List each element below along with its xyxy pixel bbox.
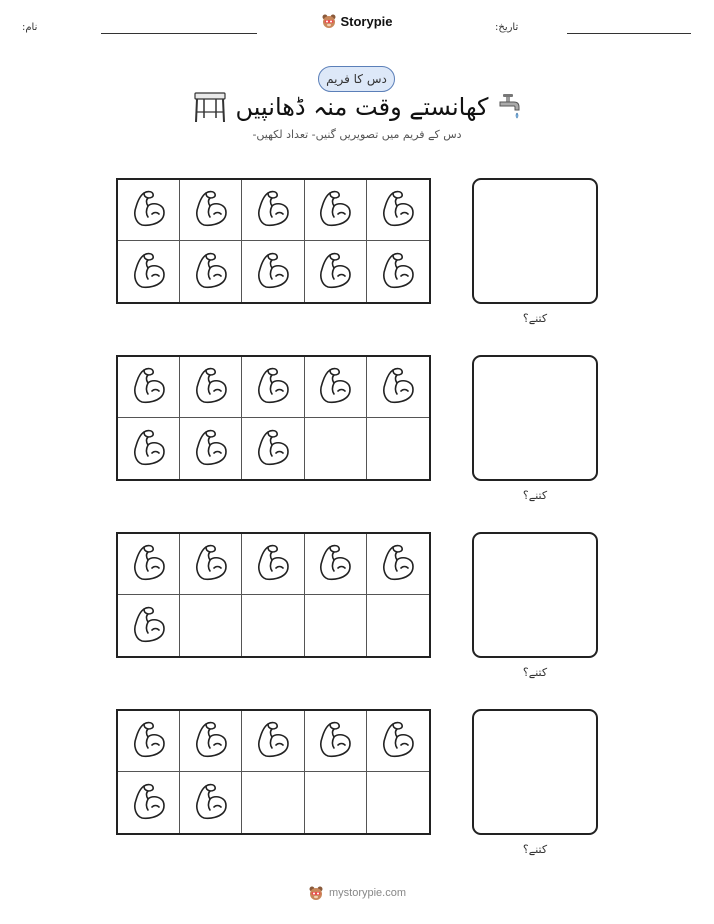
date-field[interactable] — [567, 33, 691, 34]
brand-name: Storypie — [340, 13, 393, 29]
frame-cell — [305, 595, 367, 656]
flexed-biceps-icon — [191, 719, 231, 763]
ten-frame — [116, 355, 431, 481]
frame-cell — [180, 418, 242, 479]
ten-frame — [116, 709, 431, 835]
frame-cell — [180, 241, 242, 302]
frame-cell — [180, 357, 242, 418]
frame-cell — [118, 711, 180, 772]
flexed-biceps-icon — [253, 188, 293, 232]
frame-cell — [118, 534, 180, 595]
frame-cell — [118, 595, 180, 656]
storypie-mascot-icon — [308, 885, 324, 901]
frame-cell — [367, 241, 429, 302]
frame-cell — [242, 357, 304, 418]
frame-cell — [367, 772, 429, 833]
frame-cell — [118, 357, 180, 418]
answer-box[interactable] — [472, 178, 598, 304]
name-field[interactable] — [101, 33, 257, 34]
how-many-label: کتنے؟ — [522, 666, 548, 679]
flexed-biceps-icon — [253, 542, 293, 586]
exercise-row-1 — [0, 178, 714, 348]
frame-cell — [367, 418, 429, 479]
flexed-biceps-icon — [129, 365, 169, 409]
exercise-row-4 — [0, 709, 714, 879]
flexed-biceps-icon — [315, 188, 355, 232]
name-label: نام: — [22, 22, 38, 33]
frame-cell — [305, 772, 367, 833]
flexed-biceps-icon — [191, 781, 231, 825]
frame-cell — [242, 534, 304, 595]
frame-cell — [180, 180, 242, 241]
frame-cell — [305, 711, 367, 772]
frame-cell — [305, 534, 367, 595]
flexed-biceps-icon — [129, 250, 169, 294]
flexed-biceps-icon — [378, 365, 418, 409]
date-label: تاریخ: — [495, 22, 519, 33]
frame-cell — [242, 241, 304, 302]
ten-frame — [116, 178, 431, 304]
flexed-biceps-icon — [378, 250, 418, 294]
frame-cell — [242, 595, 304, 656]
faucet-icon — [496, 92, 522, 122]
frame-cell — [118, 180, 180, 241]
brand-logo — [0, 13, 714, 29]
frame-cell — [118, 772, 180, 833]
flexed-biceps-icon — [253, 250, 293, 294]
page-title: کھانستے وقت منہ ڈھانپیں — [235, 93, 489, 121]
flexed-biceps-icon — [315, 719, 355, 763]
flexed-biceps-icon — [129, 781, 169, 825]
frame-cell — [242, 418, 304, 479]
flexed-biceps-icon — [315, 542, 355, 586]
footer-url: mystorypie.com — [328, 887, 407, 899]
storypie-mascot-icon — [321, 13, 337, 29]
frame-cell — [305, 357, 367, 418]
frame-cell — [118, 418, 180, 479]
flexed-biceps-icon — [129, 188, 169, 232]
exercise-row-2 — [0, 355, 714, 525]
answer-box[interactable] — [472, 355, 598, 481]
frame-cell — [305, 180, 367, 241]
flexed-biceps-icon — [129, 427, 169, 471]
how-many-label: کتنے؟ — [522, 843, 548, 856]
flexed-biceps-icon — [129, 604, 169, 648]
flexed-biceps-icon — [315, 365, 355, 409]
frame-cell — [242, 772, 304, 833]
frame-cell — [367, 711, 429, 772]
flexed-biceps-icon — [253, 365, 293, 409]
frame-cell — [305, 418, 367, 479]
flexed-biceps-icon — [191, 250, 231, 294]
ten-frame — [116, 532, 431, 658]
exercise-row-3 — [0, 532, 714, 702]
frame-cell — [367, 357, 429, 418]
frame-cell — [118, 241, 180, 302]
frame-cell — [180, 534, 242, 595]
frame-cell — [180, 772, 242, 833]
flexed-biceps-icon — [129, 542, 169, 586]
footer — [0, 885, 714, 901]
flexed-biceps-icon — [191, 542, 231, 586]
how-many-label: کتنے؟ — [522, 312, 548, 325]
flexed-biceps-icon — [253, 427, 293, 471]
frame-cell — [242, 711, 304, 772]
title-row — [0, 90, 714, 124]
flexed-biceps-icon — [315, 250, 355, 294]
frame-cell — [305, 241, 367, 302]
stool-icon — [192, 90, 228, 124]
flexed-biceps-icon — [378, 542, 418, 586]
frame-cell — [367, 180, 429, 241]
how-many-label: کتنے؟ — [522, 489, 548, 502]
frame-cell — [367, 595, 429, 656]
instructions: دس کے فریم میں تصویریں گنیں- تعداد لکھیں- — [252, 128, 462, 141]
frame-cell — [180, 595, 242, 656]
ten-frame-tag: دس کا فریم — [318, 66, 395, 92]
flexed-biceps-icon — [191, 188, 231, 232]
answer-box[interactable] — [472, 532, 598, 658]
frame-cell — [242, 180, 304, 241]
flexed-biceps-icon — [378, 188, 418, 232]
flexed-biceps-icon — [129, 719, 169, 763]
answer-box[interactable] — [472, 709, 598, 835]
frame-cell — [367, 534, 429, 595]
flexed-biceps-icon — [191, 365, 231, 409]
flexed-biceps-icon — [191, 427, 231, 471]
frame-cell — [180, 711, 242, 772]
flexed-biceps-icon — [378, 719, 418, 763]
flexed-biceps-icon — [253, 719, 293, 763]
